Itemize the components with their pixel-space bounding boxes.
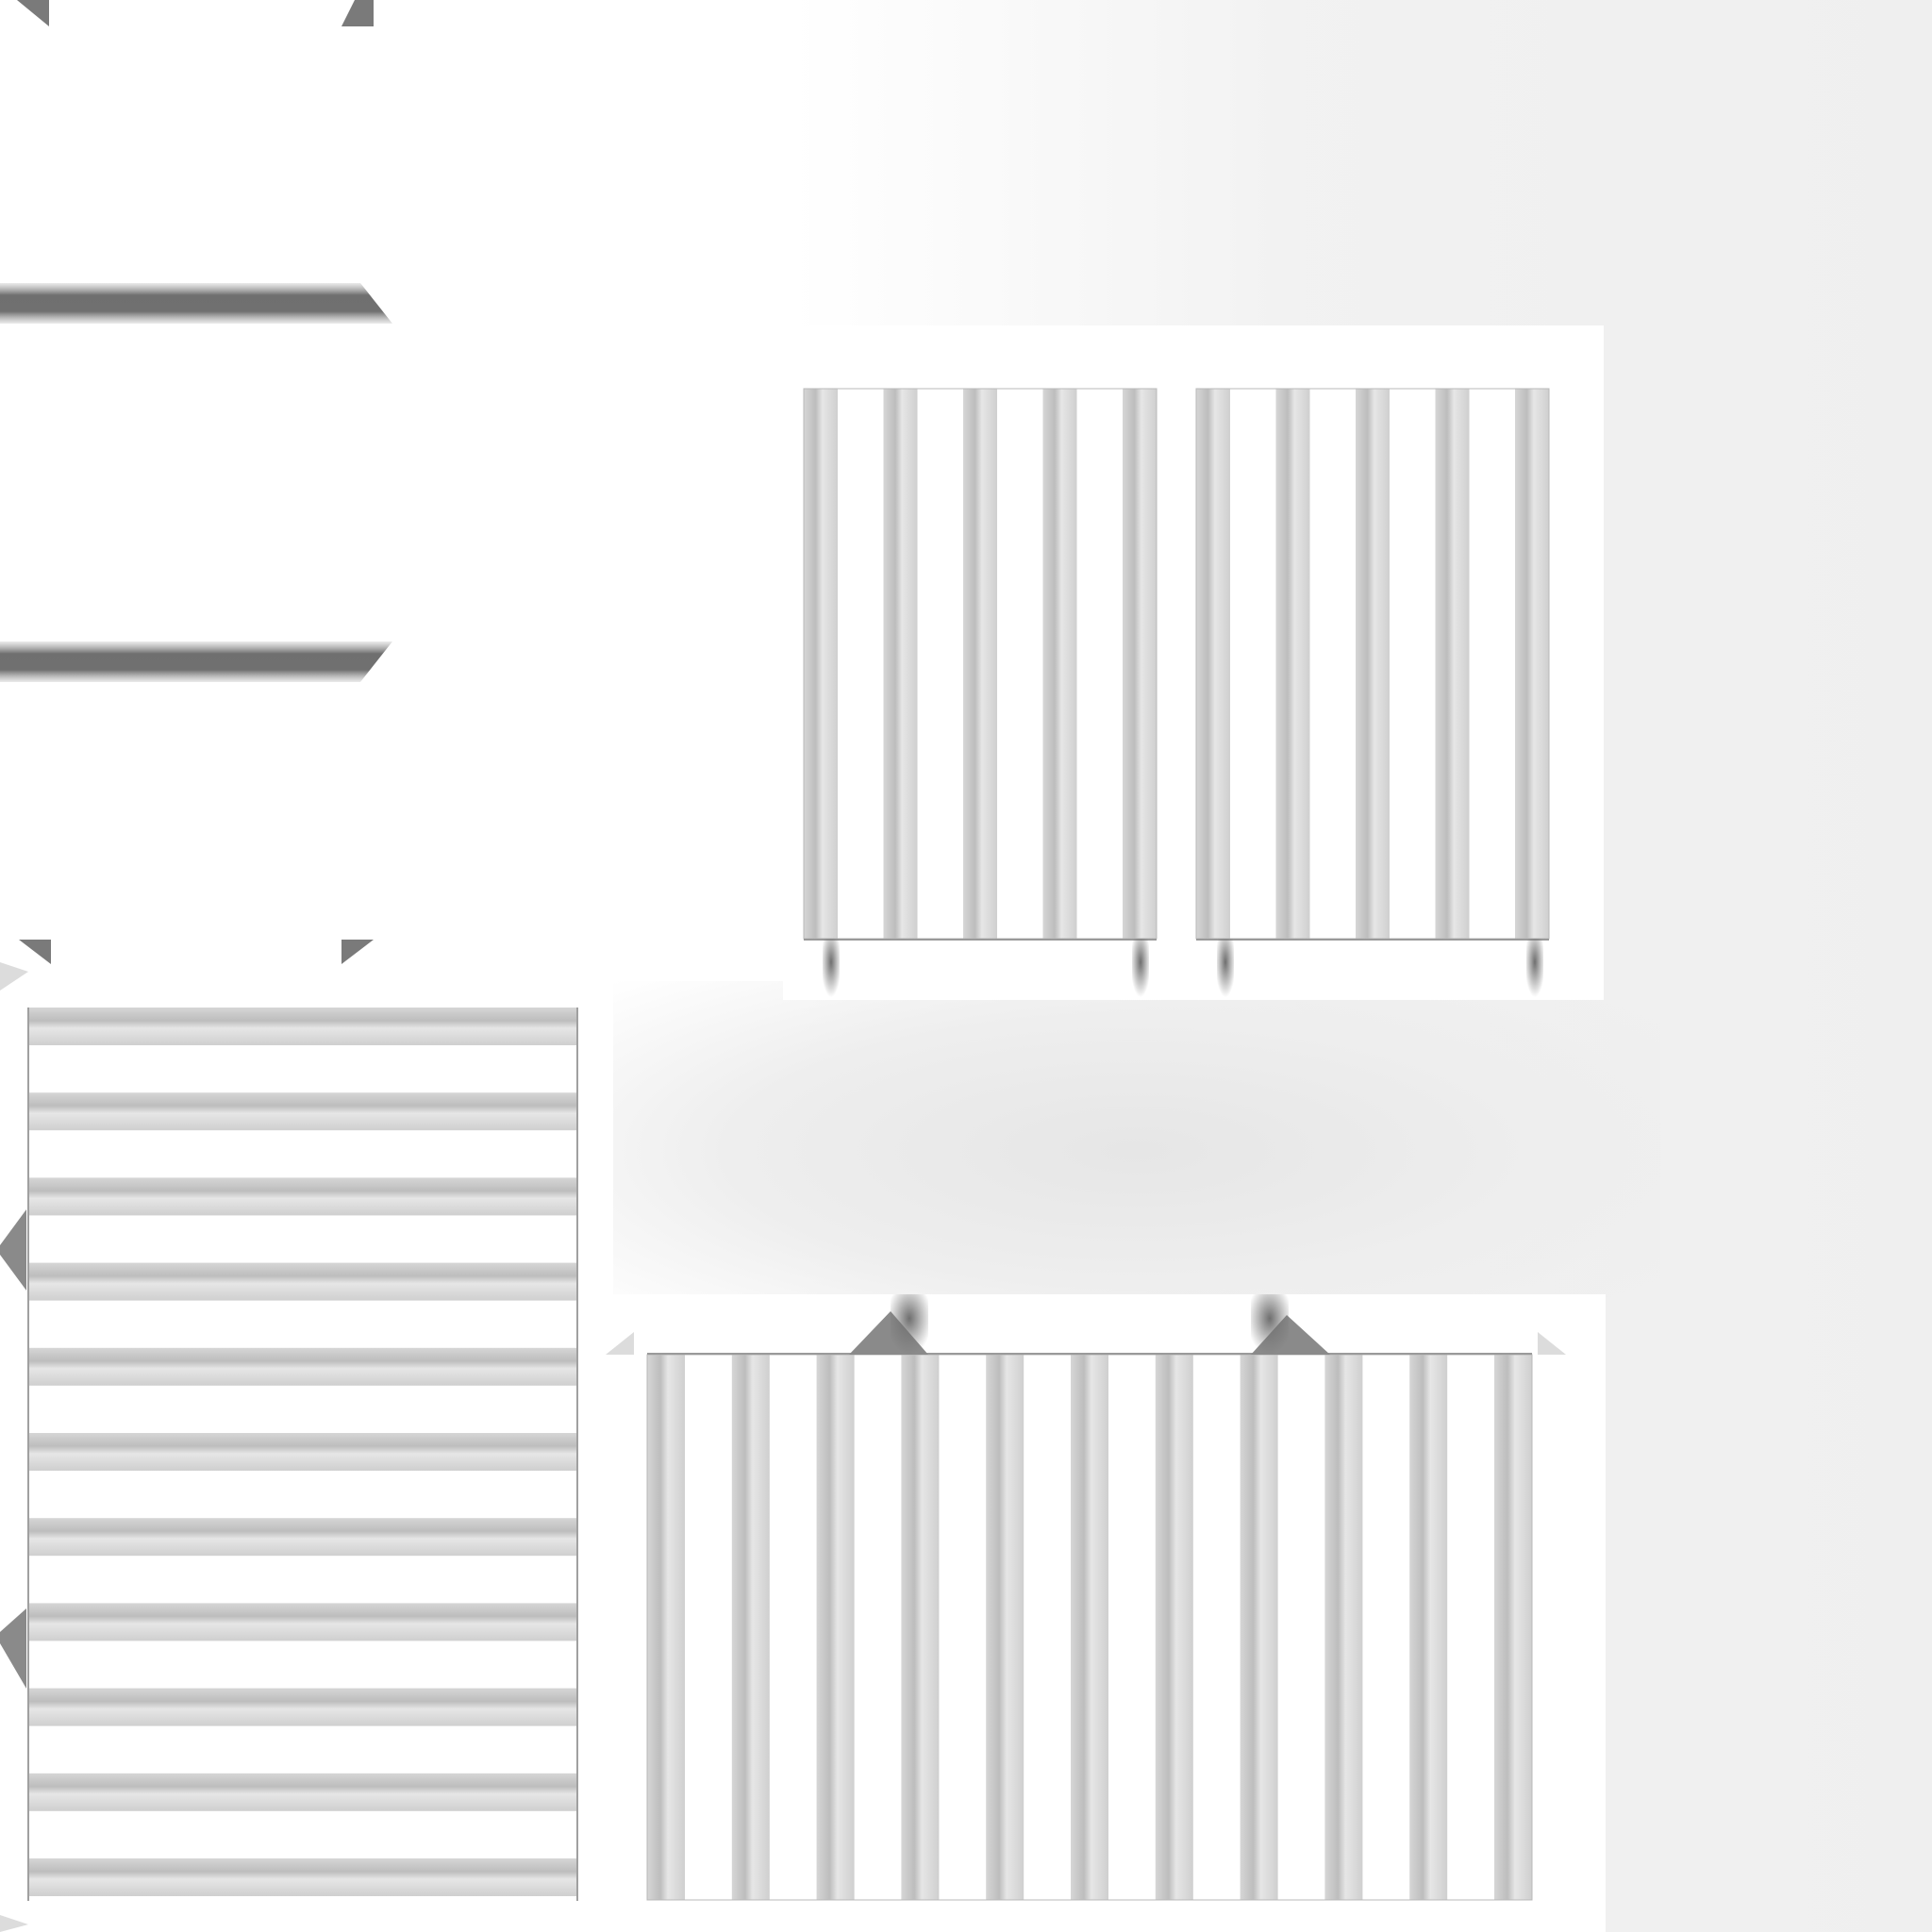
- horizontal-slat: [28, 1603, 577, 1641]
- vertical-slat: [1324, 1355, 1362, 1900]
- vertical-slat: [963, 389, 997, 939]
- vertical-slat: [817, 1355, 855, 1900]
- vertical-slat: [1241, 1355, 1278, 1900]
- rail-lower: [0, 641, 392, 682]
- horizontal-slat: [28, 1263, 577, 1301]
- vertical-slat: [1196, 389, 1230, 939]
- vertical-slat: [1515, 389, 1549, 939]
- horizontal-slat: [28, 1177, 577, 1215]
- slatted-board-left: [0, 962, 585, 1932]
- vertical-slat: [901, 1355, 939, 1900]
- leg-shadow: [1217, 939, 1234, 997]
- horizontal-slat: [28, 1518, 577, 1556]
- horizontal-slat: [28, 1008, 577, 1045]
- slatted-panel-bottom: [606, 1294, 1606, 1932]
- leg-shadow: [1132, 939, 1149, 997]
- horizontal-slat: [28, 1092, 577, 1130]
- horizontal-slat: [28, 1774, 577, 1811]
- horizontal-slat: [28, 1433, 577, 1471]
- vertical-slat: [1156, 1355, 1193, 1900]
- vertical-slat: [1436, 389, 1470, 939]
- vertical-slat: [986, 1355, 1024, 1900]
- horizontal-slat: [28, 1689, 577, 1726]
- leg-shadow: [823, 939, 840, 997]
- horizontal-slat: [28, 1348, 577, 1386]
- vertical-slat: [1494, 1355, 1532, 1900]
- leg-shadow: [1526, 939, 1543, 997]
- vertical-slat: [1356, 389, 1390, 939]
- vertical-slat: [1043, 389, 1077, 939]
- vertical-slat: [804, 389, 838, 939]
- slatted-panel-pair-top: [783, 325, 1604, 1000]
- horizontal-slat: [28, 1858, 577, 1896]
- rail-upper: [0, 283, 392, 324]
- vertical-slat: [647, 1355, 685, 1900]
- vertical-slat: [732, 1355, 770, 1900]
- vertical-slat: [884, 389, 918, 939]
- vertical-slat: [1123, 389, 1157, 939]
- vertical-slat: [1409, 1355, 1447, 1900]
- vertical-slat: [1071, 1355, 1108, 1900]
- fence-rail-sheet: [0, 0, 396, 964]
- vertical-slat: [1276, 389, 1310, 939]
